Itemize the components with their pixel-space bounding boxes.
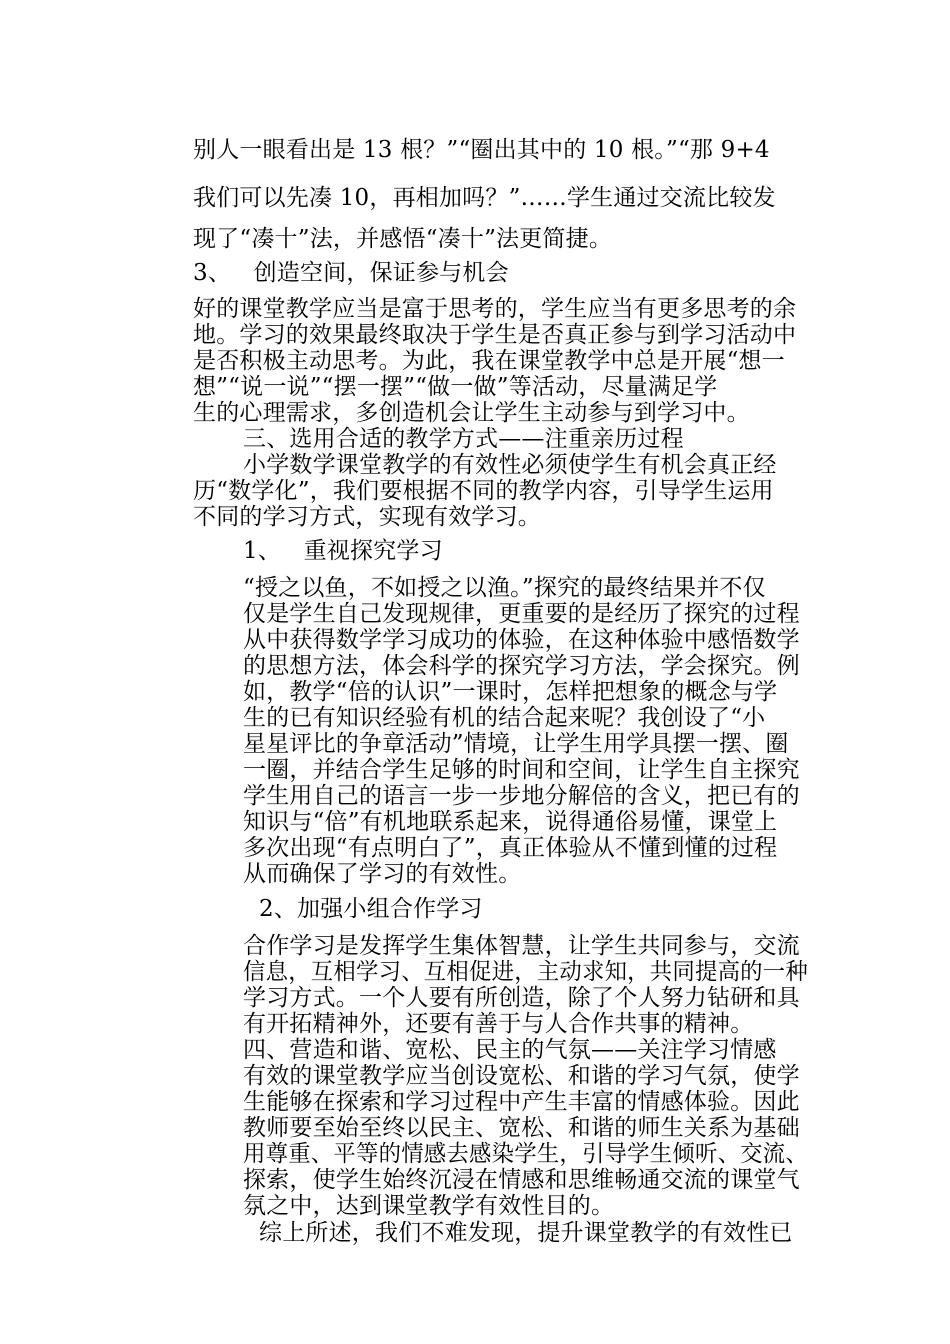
paragraph-line: 氛之中，达到课堂教学有效性目的。 xyxy=(243,1193,615,1219)
paragraph-line: 想”“说一说”“摆一摆”“做一做”等活动，尽量满足学 xyxy=(193,374,718,400)
paragraph-line: 综上所述，我们不难发现，提升课堂教学的有效性已 xyxy=(259,1220,793,1246)
paragraph-line: 有开拓精神外，还要有善于与人合作共事的精神。 xyxy=(243,1011,754,1037)
paragraph-line: 现了“凑十”法，并感悟“凑十”法更简捷。 xyxy=(193,226,613,252)
section-heading: 三、选用合适的教学方式——注重亲历过程 xyxy=(243,426,684,452)
paragraph-line: 用尊重、平等的情感去感染学生，引导学生倾听、交流、 xyxy=(243,1141,808,1167)
paragraph-line: 别人一眼看出是 13 根？”“圈出其中的 10 根。”“那 9+4 xyxy=(193,137,770,163)
paragraph-line: 仅是学生自己发现规律，更重要的是经历了探究的过程 xyxy=(243,601,800,627)
paragraph-line: 学生用自己的语言一步一步地分解倍的含义，把已有的 xyxy=(243,783,800,809)
paragraph-line: 是否积极主动思考。为此，我在课堂教学中总是开展“想一 xyxy=(193,348,785,374)
paragraph-line: 小学数学课堂教学的有效性必须使学生有机会真正经 xyxy=(243,452,777,478)
paragraph-line: 星星评比的争章活动”情境，让学生用学具摆一摆、圈 xyxy=(243,731,789,757)
paragraph-line: 生的已有知识经验有机的结合起来呢？我创设了“小 xyxy=(243,705,766,731)
paragraph-line: 合作学习是发挥学生集体智慧，让学生共同参与，交流 xyxy=(243,933,800,959)
paragraph-line: 我们可以先凑 10，再相加吗？”……学生通过交流比较发 xyxy=(193,185,776,211)
section-heading: 1、 重视探究学习 xyxy=(243,538,443,564)
paragraph-line: 地。学习的效果最终取决于学生是否真正参与到学习活动中 xyxy=(193,322,797,348)
paragraph-line: 学习方式。一个人要有所创造，除了个人努力钻研和具 xyxy=(243,985,800,1011)
paragraph-line: 从而确保了学习的有效性。 xyxy=(243,861,522,887)
paragraph-line: 知识与“倍”有机地联系起来，说得通俗易懂，课堂上 xyxy=(243,809,778,835)
paragraph-line: 的思想方法，体会科学的探究学习方法，学会探究。例 xyxy=(243,653,800,679)
paragraph-line: 探索，使学生始终沉浸在情感和思维畅通交流的课堂气 xyxy=(243,1167,800,1193)
paragraph-line: 从中获得数学学习成功的体验，在这种体验中感悟数学 xyxy=(243,627,800,653)
section-heading: 四、营造和谐、宽松、民主的气氛——关注学习情感 xyxy=(243,1037,777,1063)
paragraph-line: 不同的学习方式，实现有效学习。 xyxy=(193,504,541,530)
paragraph-line: 多次出现“有点明白了”，真正体验从不懂到懂的过程 xyxy=(243,835,778,861)
paragraph-line: 生能够在探索和学习过程中产生丰富的情感体验。因此 xyxy=(243,1089,800,1115)
paragraph-line: 有效的课堂教学应当创设宽松、和谐的学习气氛，使学 xyxy=(243,1063,800,1089)
paragraph-line: 生的心理需求，多创造机会让学生主动参与到学习中。 xyxy=(193,400,750,426)
paragraph-line: 信息，互相学习、互相促进，主动求知，共同提高的一种 xyxy=(243,959,808,985)
paragraph-line: 历“数学化”，我们要根据不同的教学内容，引导学生运用 xyxy=(193,478,774,504)
section-heading: 2、加强小组合作学习 xyxy=(259,896,483,922)
paragraph-line: 教师要至始至终以民主、宽松、和谐的师生关系为基础 xyxy=(243,1115,800,1141)
paragraph-line: “授之以鱼，不如授之以渔。”探究的最终结果并不仅 xyxy=(243,575,766,601)
section-heading: 3、 创造空间，保证参与机会 xyxy=(193,260,509,286)
paragraph-line: 如，教学“倍的认识”一课时，怎样把想象的概念与学 xyxy=(243,679,778,705)
paragraph-line: 好的课堂教学应当是富于思考的，学生应当有更多思考的余 xyxy=(193,296,797,322)
paragraph-line: 一圈，并结合学生足够的时间和空间，让学生自主探究 xyxy=(243,757,800,783)
